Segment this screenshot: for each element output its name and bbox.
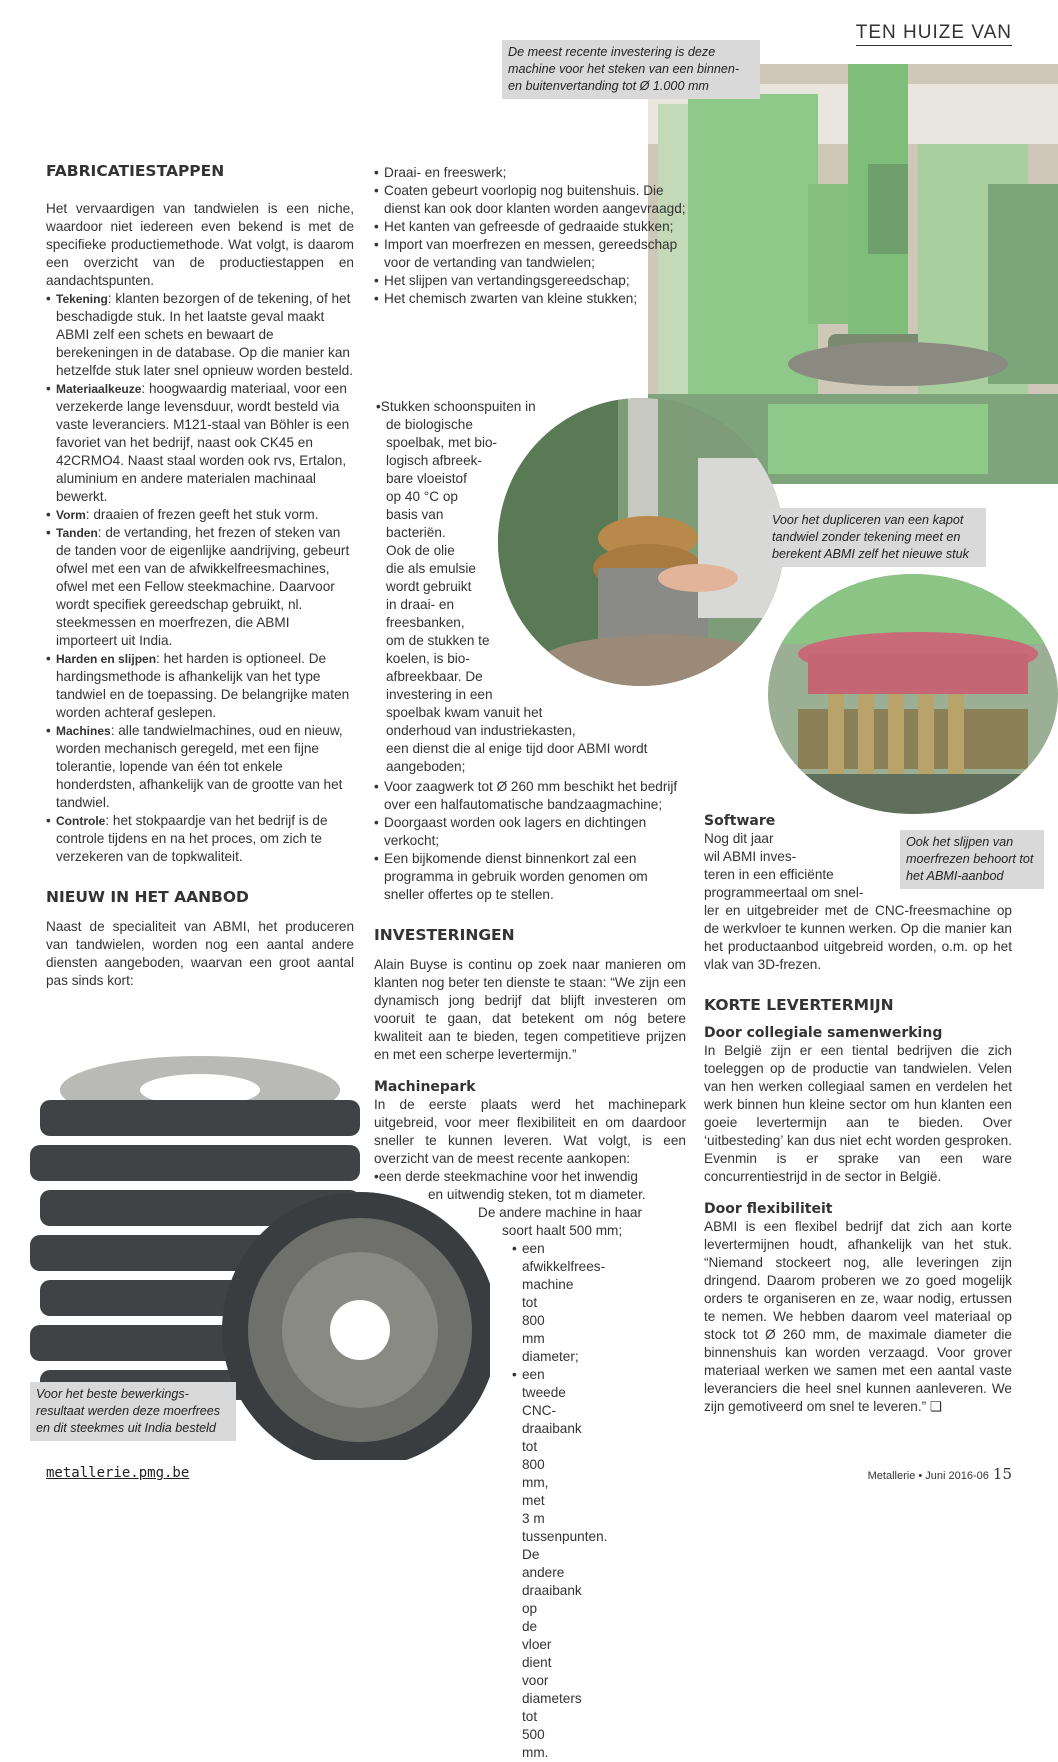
spoel-line: afbreekbaar. De [386, 669, 483, 684]
spoelbak-text [376, 398, 686, 776]
mp-first: •een derde steekmachine voor het inwendig [374, 1169, 638, 1184]
mp-line: De andere machine in haar [478, 1205, 642, 1220]
spoel-line: in draai- en [386, 597, 455, 612]
column-2-list [374, 164, 686, 308]
spoel-line: logisch afbreek- [386, 453, 482, 468]
spoel-line: bacteriën. [386, 525, 446, 540]
list-item: • Het slijpen van vertandingsgereedschap; [374, 272, 686, 290]
grinding-photo [768, 574, 1058, 814]
column-2-list2 [374, 778, 686, 1762]
list-item: • Doorgaast worden ook lagers en dichtingen verkocht; [374, 814, 686, 850]
list-item: • Harden en slijpen: het harden is optioneel. De hardingsmethode is afhankelijk van het type tandwiel en de toepassing. De belangrijke maten worden achteraf geslepen. [46, 650, 354, 722]
collegiaal-text: In België zijn er een tiental bedrijven die zich toeleggen op de productie van tandwielen. Velen van hen werken collegiaal samen en verdelen het werk binnen hun kleine sector om hun klanten een goeie levertermijn aan te bieden. Over ‘uitbesteding’ kan dus niet echt worden gesproken. Evenmin is er sprake van een ware concurrentiestrijd in de sector in België. [704, 1043, 1012, 1184]
list-item: • Het chemisch zwarten van kleine stukken; [374, 290, 686, 308]
spoel-line: die als emulsie [386, 561, 476, 576]
heading-korte-levertermijn: KORTE LEVERTERMIJN [704, 996, 894, 1014]
footer-issue-text: Metallerie • Juni 2016-06 [867, 1470, 989, 1482]
list-item: • Materiaalkeuze: hoogwaardig materiaal, voor een verzekerde lange levensduur, wordt besteld via vaste leveranciers. M121-staal van Böhler is een favoriet van het bedrijf, naast ook CK45 en 42CRMO4. Naast staal worden ook rvs, Ertalon, aluminium en andere materialen machinaal bewerkt. [46, 380, 354, 506]
spoel-line: de biologische [386, 417, 473, 432]
list-item: • Tanden: de vertanding, het frezen of steken van de tanden voor de eigenlijke aandrijving, gebeurt ofwel met een van de afwikkelfreesmachines, ofwel met een Fellow steekmachine. Daarvoor wordt specifiek gereedschap gebruikt, nl. steekmessen en moerfrezen, die ABMI importeert uit India. [46, 524, 354, 650]
caption-grinding: Ook het slijpen van moerfrezen behoort tot het ABMI-aanbod [900, 830, 1044, 889]
invest-text: Alain Buyse is continu op zoek naar manieren om klanten nog beter ten dienste te staan: “We zijn een dynamisch jong bedrijf dat blijft investeren om vooruit te gaan, dat betekent om nóg betere kwaliteit aan te bieden, tegen competitieve prijzen en met een scherpe levertermijn.” [374, 957, 686, 1062]
software-line: programmeertaal om snel- [704, 885, 864, 900]
caption-duplicate: Voor het dupliceren van een kapot tandwiel zonder tekening meet en berekent ABMI zelf het nieuwe stuk [766, 508, 986, 567]
spoel-line: •Stukken schoonspuiten in [376, 399, 536, 414]
list-item: • een tweede CNC-draaibank tot 800 mm, met 3 m tussenpunten. De andere draaibank op de vloer dient voor diameters tot 500 mm. [512, 1366, 548, 1762]
list-item: • een afwikkelfrees- machine tot 800 mm diameter; [512, 1240, 548, 1366]
list-item: • Een bijkomende dienst binnenkort zal een programma in gebruik worden genomen om sneller offertes op te stellen. [374, 850, 686, 904]
services-list [374, 164, 686, 308]
caption-top-machine: De meest recente investering is deze machine voor het steken van een binnen- en buitenvertanding tot Ø 1.000 mm [502, 40, 760, 99]
list-item: • Controle: het stokpaardje van het bedrijf is de controle tijdens en na het proces, om zich te verzekeren van de topkwaliteit. [46, 812, 354, 866]
list-item: • Het kanten van gefreesde of gedraaide stukken; [374, 218, 686, 236]
caption-hobs: Voor het beste bewerkings-resultaat werden deze moerfrees en dit steekmes uit India besteld [30, 1382, 236, 1441]
software-line: teren in een efficiënte [704, 867, 834, 882]
software-text: ler en uitgebreider met de CNC-freesmachine op de werkvloer te kunnen werken. Op die manier kan het productaanbod uitgebreid worden, o.m. op het vlak van 3D-frezen. [704, 903, 1012, 972]
sub-flexibiliteit: Door flexibiliteit [704, 1201, 833, 1217]
sub-software: Software [704, 813, 776, 829]
list-item: • Coaten gebeurt voorlopig nog buitenshuis. Die dienst kan ook door klanten worden aangevraagd; [374, 182, 686, 218]
mp-line: soort haalt 500 mm; [502, 1223, 623, 1238]
list-item: • Tekening: klanten bezorgen of de tekening, of het beschadigde stuk. In het laatste geval maakt ABMI zelf een schets en bewaart de berekeningen in de database. Op die manier kan hetzelfde stuk later snel opnieuw worden besteld. [46, 290, 354, 380]
spoel-line: investering in een [386, 687, 493, 702]
spoel-line: Ook de olie [386, 543, 455, 558]
list-item: • Machines: alle tandwielmachines, oud en nieuw, worden mechanisch geregeld, met een fijne tolerantie, lopende van één tot enkele honderdsten, afhankelijk van de grootte van het tandwiel. [46, 722, 354, 812]
heading-nieuw: NIEUW IN HET AANBOD [46, 888, 249, 906]
spoel-line: spoelbak kwam vanuit het [386, 705, 543, 720]
spoel-line: onderhoud van industriekasten, [386, 723, 576, 738]
spoel-line: aangeboden; [386, 759, 466, 774]
intro-text: Het vervaardigen van tandwielen is een niche, waardoor niet iedereen even bekend is met de specifieke productiemethode. Wat volgt, is daarom een overzicht van de productiestappen en aandachtspunten. [46, 201, 354, 288]
list-item: • Import van moerfrezen en messen, gereedschap voor de vertanding van tandwielen; [374, 236, 686, 272]
list-item: • Voor zaagwerk tot Ø 260 mm beschikt het bedrijf over een halfautomatische bandzaagmachine; [374, 778, 686, 814]
spoel-line: op 40 °C op [386, 489, 458, 504]
column-3 [704, 812, 1012, 1416]
nieuw-text: Naast de specialiteit van ABMI, het produceren van tandwielen, worden nog een aantal andere diensten aangeboden, waarvan een groot aantal pas sinds kort: [46, 919, 354, 988]
spoel-line: bare vloeistof [386, 471, 467, 486]
spoel-line: freesbanken, [386, 615, 465, 630]
list-item: • Vorm: draaien of frezen geeft het stuk vorm. [46, 506, 354, 524]
process-list [46, 290, 354, 866]
column-1 [46, 162, 354, 990]
machinepark-text: In de eerste plaats werd het machinepark uitgebreid, voor meer flexibiliteit en om daardoor sneller te kunnen leveren. Wat volgt, is een overzicht van de meest recente aankopen: [374, 1097, 686, 1166]
mp-line: en uitwendig steken, tot m diameter. [428, 1187, 646, 1202]
spoel-line: een dienst die al enige tijd door ABMI wordt [386, 741, 648, 756]
software-line: Nog dit jaar [704, 831, 774, 846]
grinding-illustration [768, 574, 1058, 814]
list-item: • Draai- en freeswerk; [374, 164, 686, 182]
spoel-line: koelen, is bio- [386, 651, 470, 666]
section-header: TEN HUIZE VAN [856, 22, 1012, 46]
spoel-line: spoelbak, met bio- [386, 435, 498, 450]
mp-sublist [374, 1240, 608, 1762]
software-line: wil ABMI inves- [704, 849, 797, 864]
services-list-2 [374, 778, 686, 904]
page-number: 15 [992, 1465, 1012, 1483]
spoel-line: wordt gebruikt [386, 579, 472, 594]
heading-fabricatiestappen: FABRICATIESTAPPEN [46, 162, 225, 180]
footer-issue [868, 1465, 1012, 1483]
footer-site-link[interactable]: metallerie.pmg.be [46, 1465, 190, 1481]
sub-collegiaal: Door collegiale samenwerking [704, 1025, 943, 1041]
spoel-line: om de stukken te [386, 633, 490, 648]
heading-investeringen: INVESTERINGEN [374, 926, 515, 944]
sub-machinepark: Machinepark [374, 1079, 476, 1095]
flex-text: ABMI is een flexibel bedrijf dat zich aan korte levertermijnen houdt, afhankelijk van het stuk. “Niemand stockeert nog, alle leveringen zijn dringend. Daarom proberen we zo goed mogelijk orders te organiseren en ze, waar nodig, ertussen te nemen. We hebben daarom veel materiaal op stock tot Ø 260 mm, de maximale diameter die binnenshuis kan worden verzaagd. Voor grover materiaal werken we samen met een aantal vaste leveranciers die heel snel kunnen aanleveren. We zijn gemotiveerd om snel te leveren.” ❑ [704, 1219, 1012, 1414]
spoel-line: basis van [386, 507, 444, 522]
